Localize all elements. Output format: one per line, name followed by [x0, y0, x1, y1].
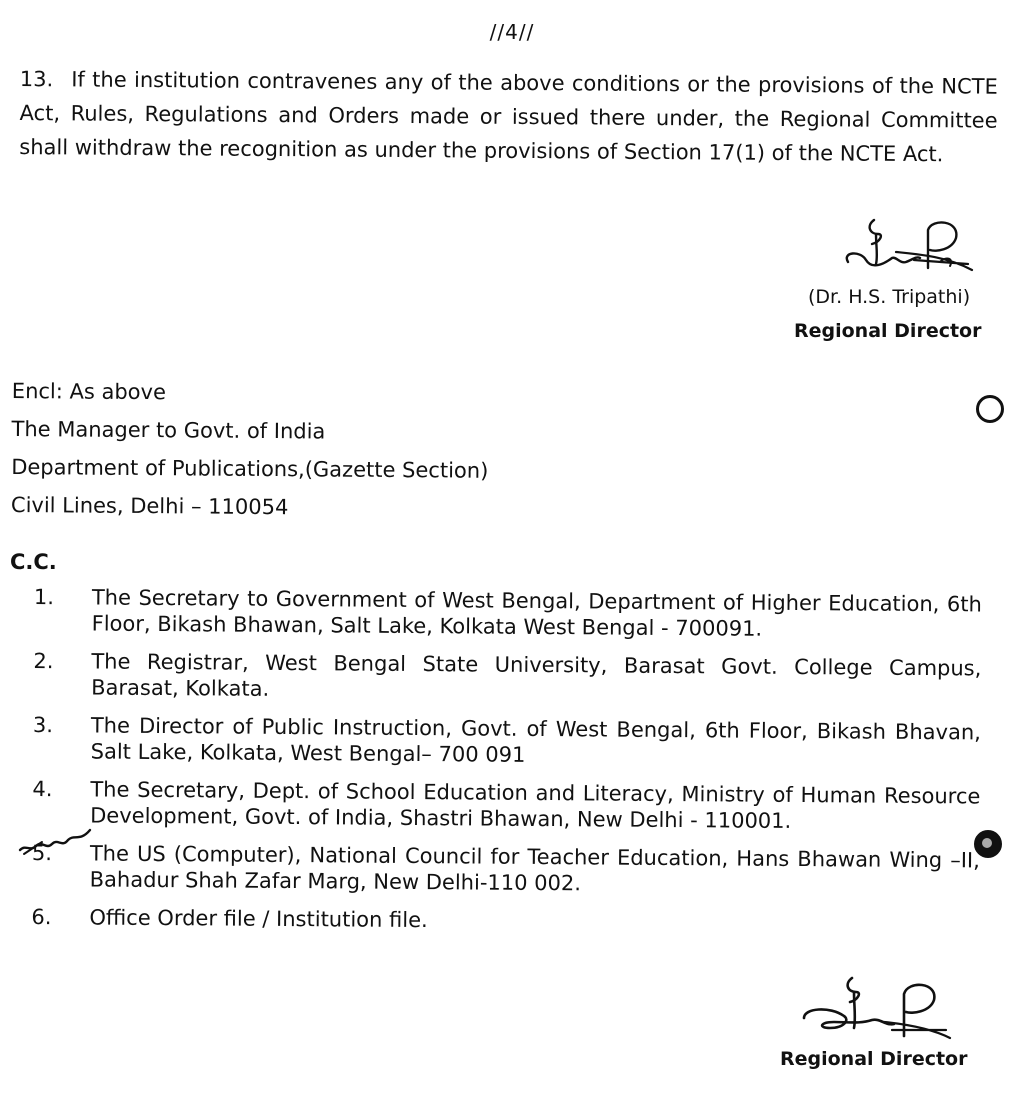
cc-item — [31, 904, 979, 937]
signatory-title: Regional Director — [794, 320, 982, 342]
cc-item-text: The Director of Public Instruction, Govt. of West Bengal, 6th Floor, Bikash Bhavan, Salt Lake, Kolkata, West Bengal– 700 091 — [90, 713, 981, 767]
recipient-address — [11, 372, 489, 528]
cc-item-number: 2. — [33, 648, 54, 674]
punch-hole-mark — [976, 395, 1004, 423]
page-number: //4// — [489, 20, 535, 44]
cc-item-number: 6. — [31, 904, 52, 930]
cc-item-number: 3. — [32, 712, 54, 738]
cc-list — [31, 584, 982, 949]
cc-item — [33, 648, 981, 707]
cc-item-text: The Secretary to Government of West Bengal, Department of Higher Education, 6th Floor, Bikash Bhawan, Salt Lake, Kolkata West Bengal - 700091. — [91, 585, 982, 641]
cc-item-text: The Registrar, West Bengal State University, Barasat Govt. College Campus, Barasat, Kolkata. — [91, 649, 982, 701]
address-line: Department of Publications,(Gazette Section) — [11, 454, 489, 483]
signatory-name: (Dr. H.S. Tripathi) — [808, 286, 971, 308]
paragraph-number: 13. — [19, 66, 54, 92]
cc-item — [33, 712, 981, 771]
cc-item-text: The Secretary, Dept. of School Education and Literacy, Ministry of Human Resource Development, Govt. of India, Shastri Bhawan, New Delhi - 110001. — [90, 777, 981, 833]
cc-item-text: Office Order file / Institution file. — [89, 905, 428, 933]
cc-item-number: 5. — [31, 840, 53, 866]
signature-bottom — [800, 972, 960, 1050]
handwritten-mark — [16, 820, 96, 864]
cc-item — [34, 584, 982, 643]
closing-title: Regional Director — [780, 1048, 968, 1070]
cc-item-number: 1. — [33, 584, 55, 610]
address-line: The Manager to Govt. of India — [11, 416, 326, 444]
enclosure-line: Encl: As above — [11, 378, 167, 405]
cc-item-text: The US (Computer), National Council for Teacher Education, Hans Bhawan Wing –II, Bahadur Shah Zafar Marg, New Delhi-110 002. — [89, 841, 980, 896]
cc-item-number: 4. — [32, 776, 53, 802]
signature-top — [836, 212, 986, 282]
cc-item — [32, 776, 980, 835]
cc-item — [32, 840, 980, 899]
address-line: Civil Lines, Delhi – 110054 — [10, 492, 289, 520]
condition-paragraph-13 — [19, 62, 998, 172]
paragraph-text: If the institution contravenes any of the above conditions or the provisions of the NCTE Act, Rules, Regulations and Orders made or issued there under, the Regional Committee shall withdraw the recognition as under the provisions of Section 17(1) of the NCTE Act. — [19, 67, 998, 167]
cc-label: C.C. — [10, 550, 57, 574]
